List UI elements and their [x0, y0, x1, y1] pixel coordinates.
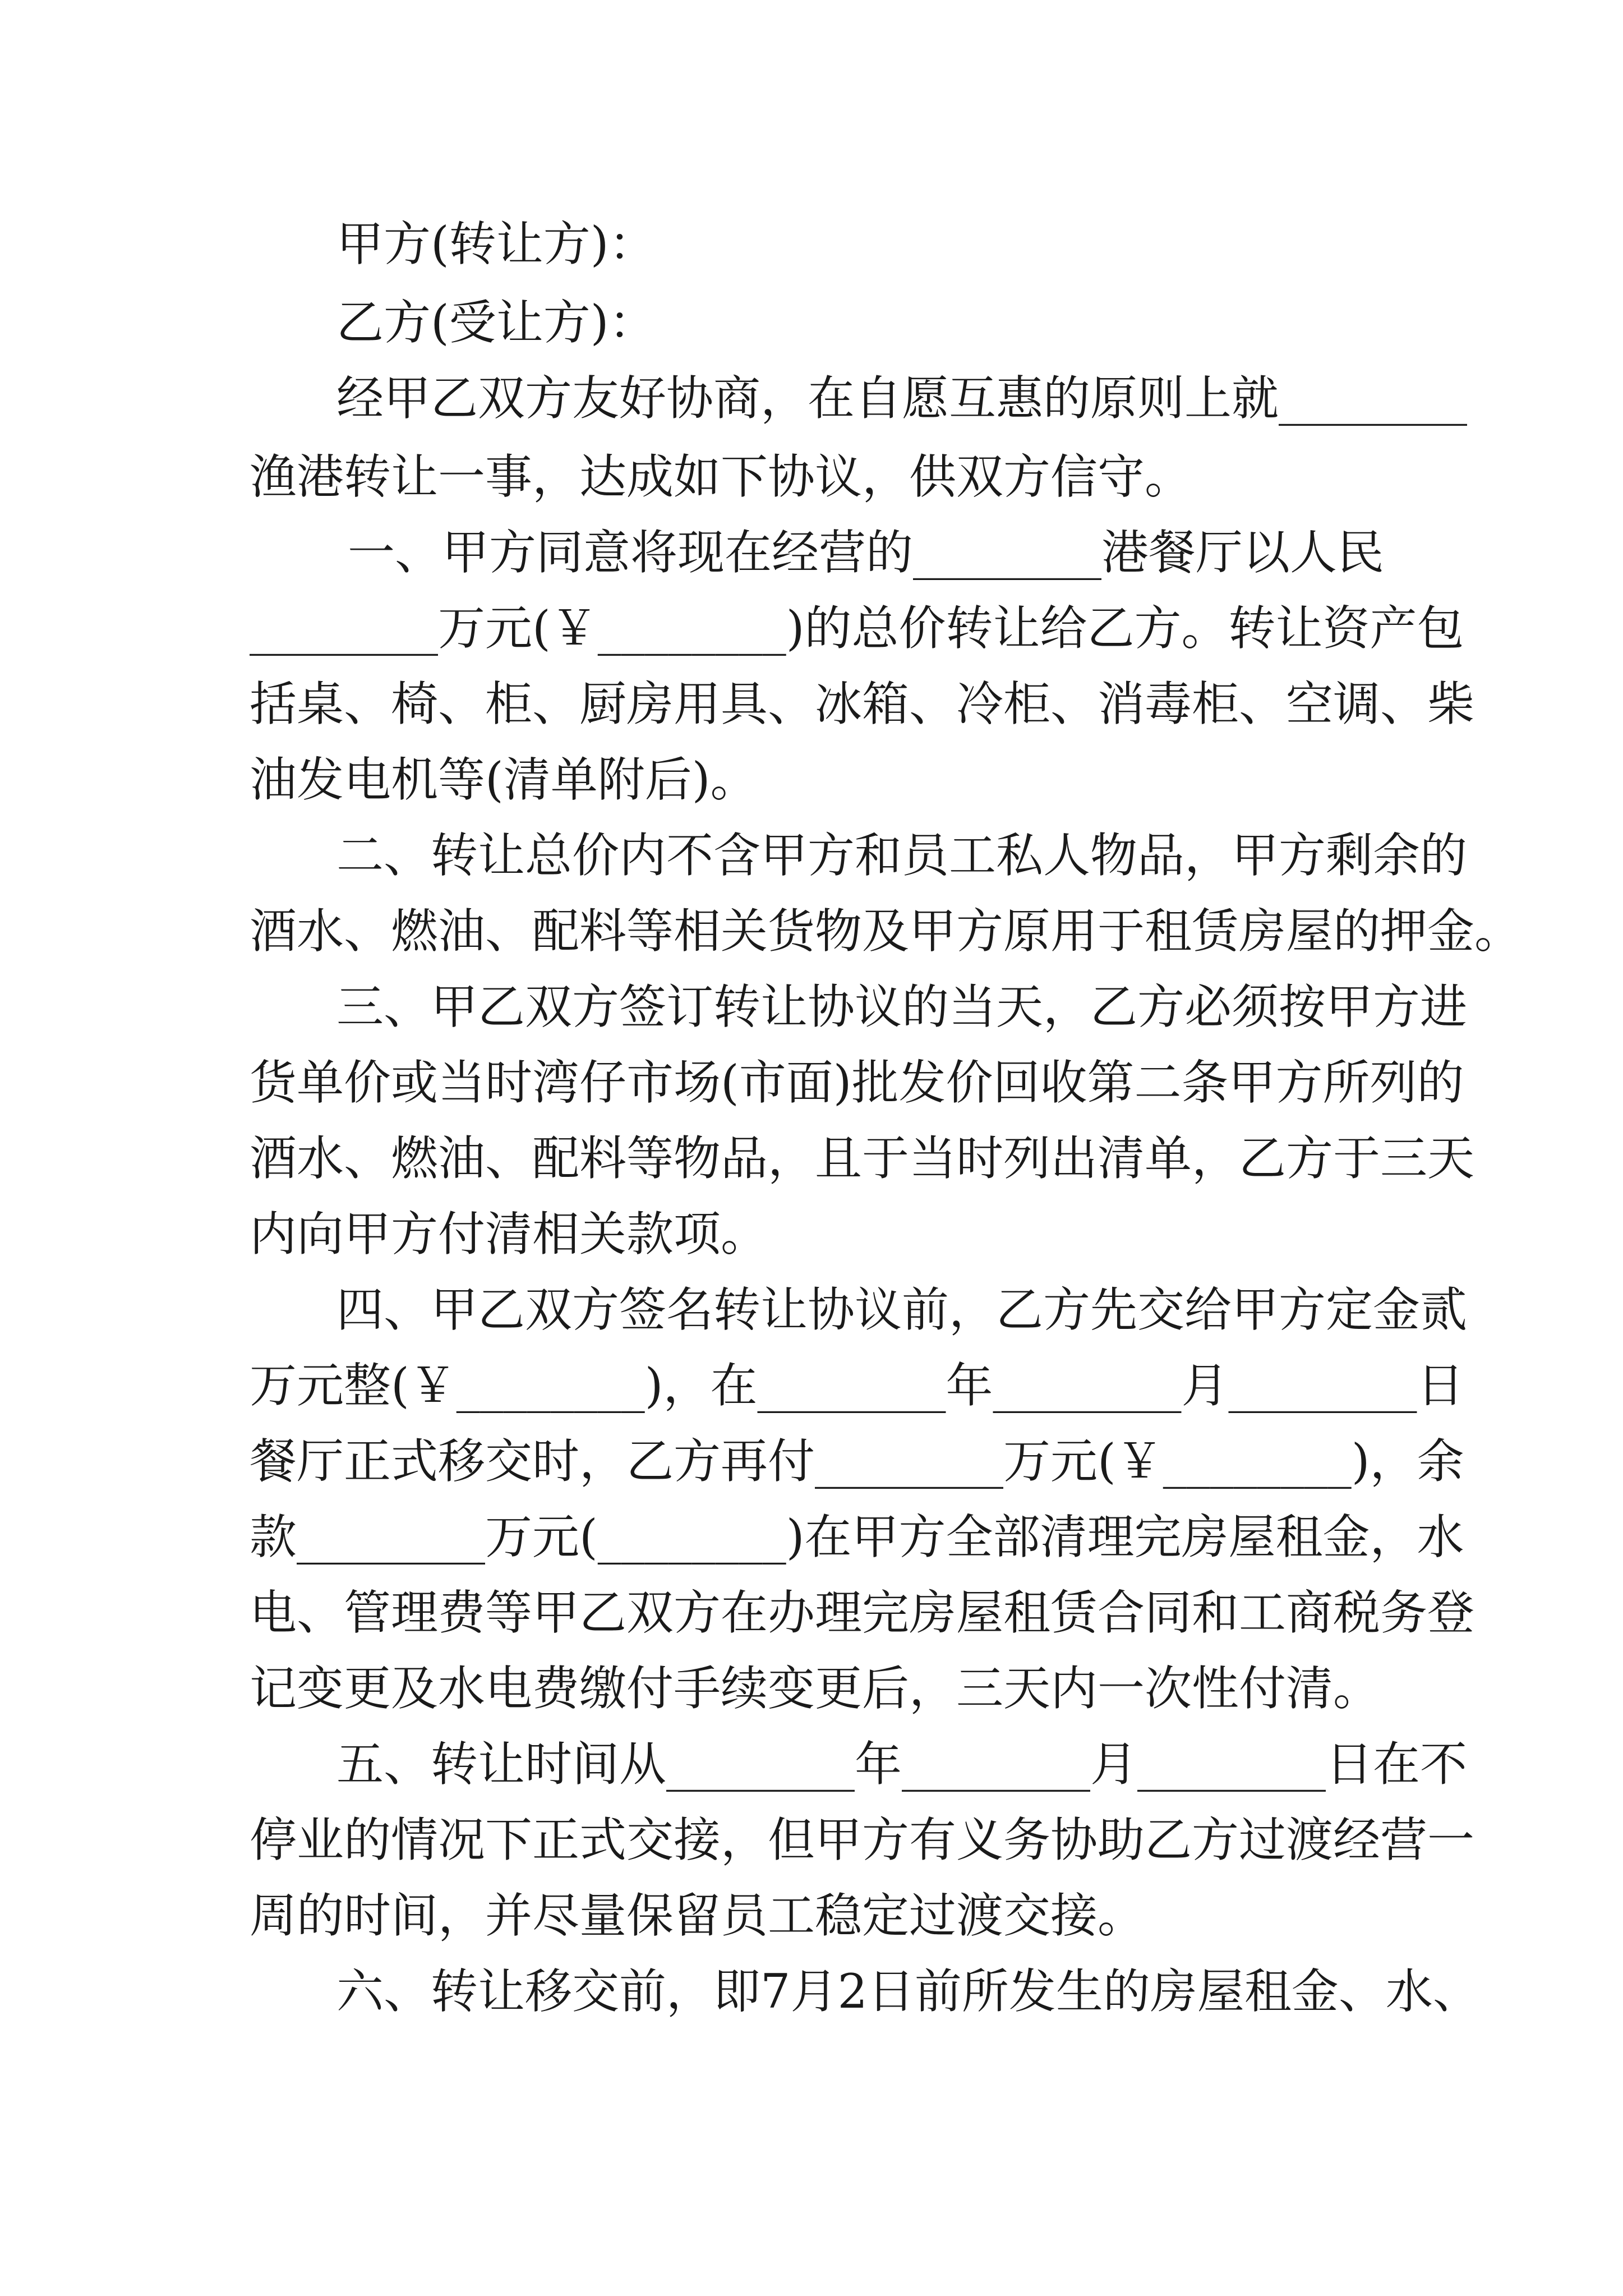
clause-6-line: 六、转让移交前，即7月2日前所发生的房屋租金、水、 [336, 1964, 1480, 2019]
clause-5-line: 停业的情况下正式交接，但甲方有义务协助乙方过渡经营一 [250, 1812, 1475, 1867]
clause-4-line: 记变更及水电费缴付手续变更后，三天内一次性付清。 [250, 1661, 1381, 1716]
clause-3-line: 三、甲乙双方签订转让协议的当天，乙方必须按甲方进 [336, 979, 1468, 1034]
clause-4-line: 万元整(￥________)，在________年________月________日 [250, 1358, 1464, 1413]
party-a-line: 甲方(转让方)： [336, 217, 656, 272]
clause-5-line: 周的时间，并尽量保留员工稳定过渡交接。 [250, 1888, 1145, 1943]
paragraph-line: 渔港转让一事，达成如下协议，供双方信守。 [250, 449, 1192, 504]
clause-2-line: 二、转让总价内不含甲方和员工私人物品，甲方剩余的 [336, 828, 1468, 883]
clause-4-line: 餐厅正式移交时，乙方再付________万元(￥________)，余 [250, 1434, 1464, 1489]
clause-5-line: 五、转让时间从________年________月________日在不 [336, 1737, 1468, 1792]
clause-1-line: 括桌、椅、柜、厨房用具、冰箱、冷柜、消毒柜、空调、柴 [250, 677, 1475, 731]
clause-3-line: 酒水、燃油、配料等物品，且于当时列出清单，乙方于三天 [250, 1131, 1475, 1186]
clause-4-line: 款________万元(________)在甲方全部清理完房屋租金，水 [250, 1510, 1464, 1565]
clause-4-line: 电、管理费等甲乙双方在办理完房屋租赁合同和工商税务登 [250, 1585, 1475, 1640]
clause-4-line: 四、甲乙双方签名转让协议前，乙方先交给甲方定金贰 [336, 1282, 1468, 1337]
clause-3-line: 内向甲方付清相关款项。 [250, 1207, 768, 1262]
clause-1-line: ________万元(￥________)的总价转让给乙方。转让资产包 [250, 601, 1464, 656]
paragraph-line: 经甲乙双方友好协商，在自愿互惠的原则上就________ [336, 371, 1468, 426]
clause-2-line: 酒水、燃油、配料等相关货物及甲方原用于租赁房屋的押金。 [250, 904, 1522, 959]
party-b-line: 乙方(受让方)： [336, 295, 656, 350]
clause-1-line: 一、甲方同意将现在经营的________港餐厅以人民 [348, 525, 1385, 580]
clause-1-line: 油发电机等(清单附后)。 [250, 752, 758, 807]
clause-3-line: 货单价或当时湾仔市场(市面)批发价回收第二条甲方所列的 [250, 1055, 1464, 1110]
